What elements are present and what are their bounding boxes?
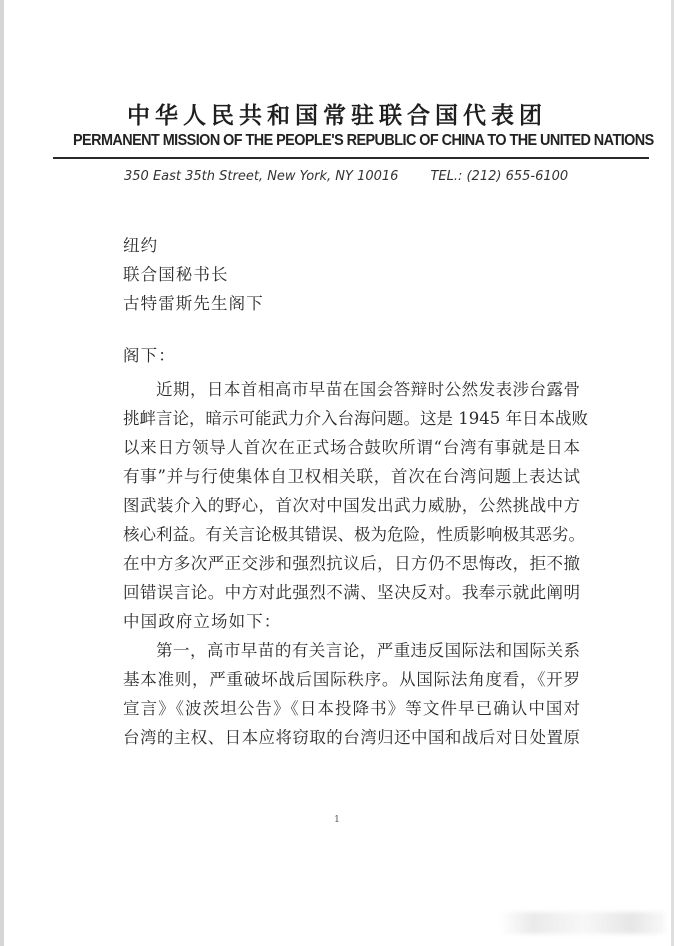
body-line: 回错误言论。中方对此强烈不满、坚决反对。我奉示就此阐明 xyxy=(123,583,580,602)
body-line: 有事”并与行使集体自卫权相关联，首次在台湾问题上表达试 xyxy=(123,467,580,486)
body-line: 近期，日本首相高市早苗在国会答辩时公然发表涉台露骨 xyxy=(156,380,580,399)
watermark xyxy=(500,912,665,934)
letterhead-title-en: PERMANENT MISSION OF THE PEOPLE'S REPUBLIC OF CHINA TO THE UNITED NATIONS xyxy=(73,132,654,149)
letterhead-address: 350 East 35th Street, New York, NY 10016 xyxy=(124,169,399,184)
body-line: 基本准则，严重破坏战后国际秩序。从国际法角度看，《开罗 xyxy=(123,670,580,689)
body-line: 在中方多次严正交涉和强烈抗议后，日方仍不思悔改，拒不撤 xyxy=(123,554,580,573)
letterhead-contact xyxy=(124,169,568,184)
body-line: 核心利益。有关言论极其错误、极为危险，性质影响极其恶劣。 xyxy=(123,525,585,544)
body-line: 台湾的主权、日本应将窃取的台湾归还中国和战后对日处置原 xyxy=(123,728,580,747)
body-line: 挑衅言论，暗示可能武力介入台海问题。这是 1945 年日本战败 xyxy=(123,409,588,428)
letterhead-divider xyxy=(53,157,649,159)
recipient-line: 纽约 xyxy=(123,236,159,255)
body-line: 第一，高市早苗的有关言论，严重违反国际法和国际关系 xyxy=(156,641,580,660)
body-line: 宣言》《波茨坦公告》《日本投降书》等文件早已确认中国对 xyxy=(123,699,580,718)
body-line: 中国政府立场如下： xyxy=(123,612,282,631)
page-edge-left xyxy=(0,0,4,946)
body-line: 图武装介入的野心，首次对中国发出武力威胁，公然挑战中方 xyxy=(123,496,580,515)
letterhead-title-cn: 中华人民共和国常驻联合国代表团 xyxy=(127,102,547,129)
letterhead-tel: TEL.: (212) 655-6100 xyxy=(430,169,569,184)
recipient-line: 联合国秘书长 xyxy=(123,265,229,284)
salutation: 阁下： xyxy=(123,346,176,365)
page-number: 1 xyxy=(334,815,340,825)
body-line: 以来日方领导人首次在正式场合鼓吹所谓“台湾有事就是日本 xyxy=(123,438,580,457)
recipient-line: 古特雷斯先生阁下 xyxy=(123,294,264,313)
